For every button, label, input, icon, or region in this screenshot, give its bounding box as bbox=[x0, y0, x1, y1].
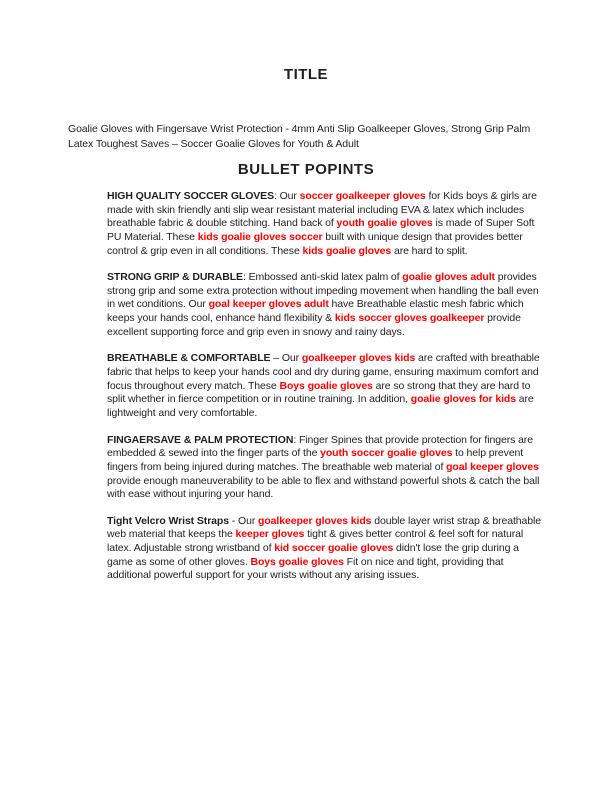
bullet-paragraph bbox=[107, 271, 547, 339]
bullet-lead-text: STRONG GRIP & DURABLE bbox=[107, 271, 243, 284]
product-title-text: Goalie Gloves with Fingersave Wrist Protection - 4mm Anti Slip Goalkeeper Gloves, Strong Grip Palm Latex Toughest Saves – Soccer Goalie Gloves for Youth & Adult bbox=[68, 123, 531, 150]
keyword-text: kids soccer gloves goalkeeper bbox=[334, 312, 485, 325]
keyword-text: goalkeeper gloves kids bbox=[301, 352, 416, 365]
bullet-lead-text: BREATHABLE & COMFORTABLE bbox=[107, 352, 271, 365]
keyword-text: Boys goalie gloves bbox=[250, 555, 344, 568]
keyword-text: youth goalie gloves bbox=[336, 217, 433, 230]
keyword-text: goal keeper gloves bbox=[446, 460, 539, 473]
body-text: double layer wrist strap & breathable web material that keeps the bbox=[107, 514, 541, 541]
keyword-text: kid soccer goalie gloves bbox=[274, 542, 394, 555]
keyword-text: youth soccer goalie gloves bbox=[320, 447, 453, 460]
body-text: are lightweight and very comfortable. bbox=[107, 393, 534, 419]
keyword-text: soccer goalkeeper gloves bbox=[299, 190, 426, 202]
keyword-text: Boys goalie gloves bbox=[279, 379, 373, 392]
keyword-text: goal keeper gloves adult bbox=[208, 298, 329, 311]
body-text: – Our bbox=[270, 352, 302, 365]
keyword-text: keeper gloves bbox=[235, 528, 305, 541]
bullet-paragraph bbox=[107, 434, 547, 502]
body-text: are hard to split. bbox=[391, 244, 468, 257]
body-text: provides strong grip and some extra protection without impeding movement when handling the ball even in wet conditions. Our bbox=[107, 271, 539, 311]
body-text: : Finger Spines that provide protection for fingers are embedded & sewed into the finger parts of the bbox=[107, 433, 533, 460]
body-text: have Breathable elastic mesh fabric which keeps your hands cool, enhance hand flexibility & bbox=[107, 298, 524, 325]
bullet-lead-text: HIGH QUALITY SOCCER GLOVES bbox=[107, 190, 274, 202]
body-text: : Our bbox=[273, 190, 300, 202]
body-text: are crafted with breathable fabric that helps to keep your hands cool and dry during game, ensuring maximum comfort and focus throughout every match. These bbox=[107, 352, 540, 392]
bullet-points-heading: BULLET POPINTS bbox=[237, 161, 375, 178]
body-text: is made of Super Soft PU Material. These bbox=[107, 217, 535, 243]
keyword-text: goalie gloves adult bbox=[402, 271, 495, 284]
title-heading: TITLE bbox=[283, 66, 329, 83]
bullet-lead-text: Tight Velcro Wrist Straps bbox=[107, 514, 229, 527]
body-text: to help prevent fingers from being injured during matches. The breathable web material of bbox=[107, 447, 524, 473]
bullet-list bbox=[107, 190, 547, 596]
keyword-text: kids goalie gloves soccer bbox=[197, 230, 323, 243]
bullet-paragraph bbox=[107, 515, 547, 583]
keyword-text: goalie gloves for kids bbox=[410, 393, 516, 406]
body-text: built with unique design that provides better control & grip even in all conditions. These bbox=[107, 230, 523, 257]
bullet-paragraph bbox=[107, 190, 547, 258]
body-text: are so strong that they are hard to split whether in fierce competition or in routine training. In addition, bbox=[107, 379, 531, 406]
body-text: didn't lose the grip during a game as some of other gloves. bbox=[107, 542, 519, 568]
body-text: for Kids boys & girls are made with skin friendly anti slip wear resistant material including EVA & latex which includes breathable fabric & double stitching. Hand back of bbox=[107, 190, 537, 230]
keyword-text: goalkeeper gloves kids bbox=[258, 514, 372, 527]
body-text: tight & gives better control & feel soft for natural latex. Adjustable strong wristband of bbox=[107, 528, 524, 555]
keyword-text: kids goalie gloves bbox=[302, 244, 392, 257]
body-text: : Embossed anti-skid latex palm of bbox=[242, 271, 403, 284]
body-text: - Our bbox=[228, 514, 259, 527]
bullet-paragraph bbox=[107, 352, 547, 420]
body-text: Fit on nice and tight, providing that additional powerful support for your wrists without any arising issues. bbox=[107, 555, 504, 582]
body-text: provide excellent supporting force and grip even in snowy and rainy days. bbox=[107, 312, 521, 338]
body-text: provide enough maneuverability to be able to flex and withstand powerful shots & catch the ball with ease without injuring your hand. bbox=[107, 474, 540, 501]
bullet-lead-text: FINGAERSAVE & PALM PROTECTION bbox=[107, 433, 294, 446]
